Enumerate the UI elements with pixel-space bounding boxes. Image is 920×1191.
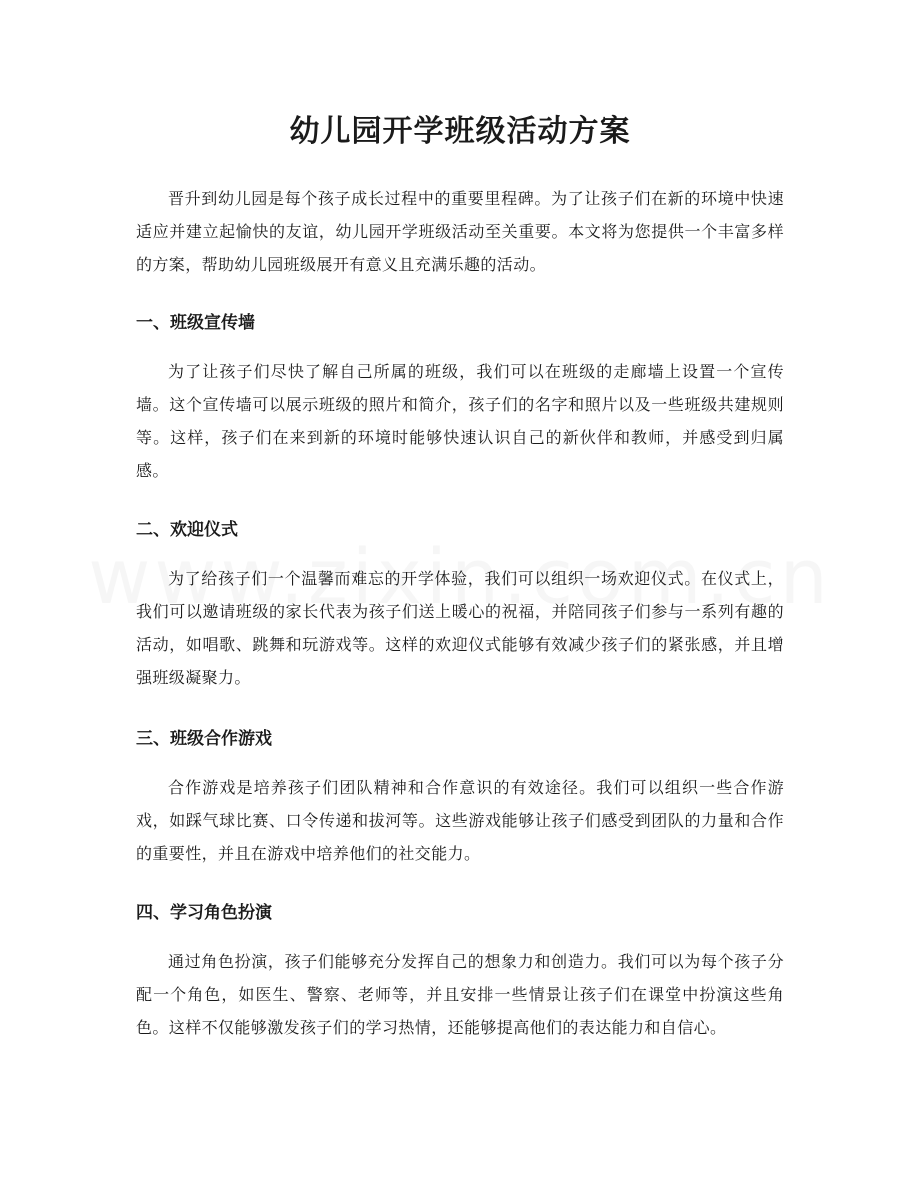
section-heading-1: 一、班级宣传墙 <box>136 313 255 333</box>
section-body-3: 合作游戏是培养孩子们团队精神和合作意识的有效途径。我们可以组织一些合作游戏，如踩气球比赛、口令传递和拔河等。这些游戏能够让孩子们感受到团队的力量和合作的重要性，并且在游戏中培养他们的社交能力。 <box>136 778 784 863</box>
section-body-2: 为了给孩子们一个温馨而难忘的开学体验，我们可以组织一场欢迎仪式。在仪式上，我们可以邀请班级的家长代表为孩子们送上暖心的祝福，并陪同孩子们参与一系列有趣的活动，如唱歌、跳舞和玩游戏等。这样的欢迎仪式能够有效减少孩子们的紧张感，并且增强班级凝聚力。 <box>136 569 784 687</box>
section-body-1: 为了让孩子们尽快了解自己所属的班级，我们可以在班级的走廊墙上设置一个宣传墙。这个宣传墙可以展示班级的照片和简介，孩子们的名字和照片以及一些班级共建规则等。这样，孩子们在来到新的环境时能够快速认识自己的新伙伴和教师，并感受到归属感。 <box>136 362 784 480</box>
section-heading-2: 二、欢迎仪式 <box>136 520 238 540</box>
section-heading-3: 三、班级合作游戏 <box>136 729 272 749</box>
section-heading-4: 四、学习角色扮演 <box>136 903 272 923</box>
intro-paragraph: 晋升到幼儿园是每个孩子成长过程中的重要里程碑。为了让孩子们在新的环境中快速适应并建立起愉快的友谊，幼儿园开学班级活动至关重要。本文将为您提供一个丰富多样的方案，帮助幼儿园班级展开有意义且充满乐趣的活动。 <box>136 189 784 274</box>
section-body-4: 通过角色扮演，孩子们能够充分发挥自己的想象力和创造力。我们可以为每个孩子分配一个角色，如医生、警察、老师等，并且安排一些情景让孩子们在课堂中扮演这些角色。这样不仅能够激发孩子们的学习热情，还能够提高他们的表达能力和自信心。 <box>136 952 784 1037</box>
page-title: 幼儿园开学班级活动方案 <box>289 114 631 149</box>
